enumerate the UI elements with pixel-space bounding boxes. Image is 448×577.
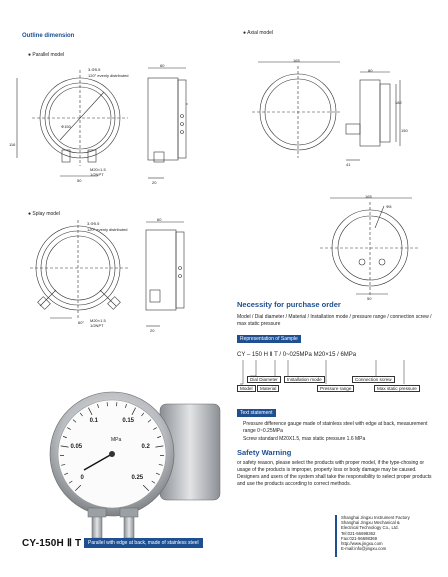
p-thread: M20×1.5	[90, 167, 106, 172]
sample-part-material: H	[263, 352, 268, 358]
company-line: Shanghai Jingxu Instrument Factory	[341, 515, 410, 520]
p-dim-50: 50	[77, 178, 82, 183]
footer-strip: Parallel with edge at back, made of stainless steel	[84, 538, 203, 548]
parallel-model-text: Parallel model	[32, 52, 65, 58]
sample-part-static: 6MPa	[340, 352, 357, 358]
s-angle: 60°	[78, 320, 85, 325]
gauge-tick-label: 0.15	[122, 417, 135, 424]
company-info	[341, 515, 410, 551]
sample-part-screw: M20×15	[313, 352, 336, 358]
tag-installation: Installation mode	[284, 376, 325, 383]
company-divider	[335, 515, 337, 557]
text-statement-line1: Pressure difference gauge made of stainless steel with edge at back, measurement range 0~0.25MPa	[243, 421, 428, 434]
s-side-60: 60	[157, 217, 162, 222]
gauge-tick-label: 0	[80, 475, 84, 482]
parallel-model-label: ● Parallel model	[28, 52, 65, 58]
axial-model-label: ● Axial model	[243, 30, 273, 36]
tag-max-static: Max static pressure	[374, 385, 420, 392]
gauge-tick-label: 0.1	[89, 417, 98, 424]
p-dim-circle: 120° evenly distributed	[88, 73, 129, 78]
p-side-20: 20	[152, 180, 157, 185]
safety-text: or safety reason, please select the products with proper model, if the type-chosing or usage of the products is improper, property loss or body damage may be caused. Designers and users of the system shall take the responsibility to select proper products and use the products according to correct methods.	[237, 460, 432, 487]
p-side-60: 60	[160, 63, 165, 68]
purchase-text: Model / Dial diameter / Material / Installation mode / pressure range / connection screw / max static pressure	[237, 314, 432, 327]
sample-code: CY – 150 H Ⅱ T / 0~025MPa M20×15 / 6MPa	[237, 352, 357, 358]
company-line: Electrical Technology Co., Ltd.	[341, 525, 399, 531]
a-150: 150	[401, 128, 408, 133]
company-line: http://www.jingxu.com	[341, 541, 383, 547]
purchase-title: Necessity for purchase order	[237, 300, 341, 309]
outline-title: Outline dimension	[22, 33, 75, 39]
s-dim-circle: 120° evenly distributed	[87, 227, 128, 232]
sample-part-model: CY	[237, 352, 246, 358]
a-165: 165	[293, 58, 300, 63]
footer-model: CY-150H Ⅱ T	[22, 538, 82, 549]
splay-model-label: ● Splay model	[28, 211, 60, 217]
company-line: Fax:021-56698369	[341, 535, 378, 541]
text-statement-line2: Screw standard M20X1.5, max static pressure 1.6 MPa	[243, 436, 366, 442]
tag-pressure-range: Pressure range	[317, 385, 354, 392]
sample-part-range: 0~025MPa	[282, 352, 312, 358]
company-line: E-mail:info@jingxu.com	[341, 546, 387, 552]
sample-part-dial: 150	[251, 352, 262, 358]
a-41: 41	[346, 162, 351, 167]
a-182: 182	[395, 100, 402, 105]
gauge-tick-label: 0.05	[70, 444, 83, 451]
tag-dial-diameter: Dial Diameter	[247, 376, 281, 383]
text-statement-bar: Text statement	[237, 409, 276, 417]
sample-part-install: Ⅱ T	[269, 352, 278, 358]
axial-model-text: Axial model	[247, 30, 273, 36]
gauge-tick-label: 0.2	[141, 444, 150, 451]
s-thread2: 1/2NPT	[90, 323, 104, 328]
gauge-tick-label: 0.25	[131, 475, 144, 482]
sample-bar: Representation of Sample	[237, 335, 301, 343]
s-thread: M20×1.5	[90, 318, 106, 323]
company-line: Tel:021-56698362	[341, 530, 376, 536]
p-dim-top: 3-Φ5.5	[88, 67, 101, 72]
gauge-center-text: MPa	[111, 437, 122, 443]
a-80: 80	[368, 68, 373, 73]
s-dim-top: 3-Φ5.5	[87, 221, 100, 226]
p-side-116: 116	[9, 142, 16, 147]
company-line: Shanghai Jingxu Mechanical &	[341, 520, 400, 526]
splay-model-text: Splay model	[32, 211, 60, 217]
a2-phi: Φ8	[386, 204, 392, 209]
s-side-20: 20	[150, 328, 155, 333]
tag-model: Model	[237, 385, 256, 392]
a2-50: 50	[367, 296, 372, 301]
safety-title: Safety Warning	[237, 448, 292, 457]
a2-165: 165	[365, 194, 372, 199]
p-dia: Φ150	[61, 124, 71, 129]
tag-material: Material	[257, 385, 279, 392]
tag-connection-screw: Connection screw	[352, 376, 395, 383]
p-thread2: 1/2NPT	[90, 172, 104, 177]
